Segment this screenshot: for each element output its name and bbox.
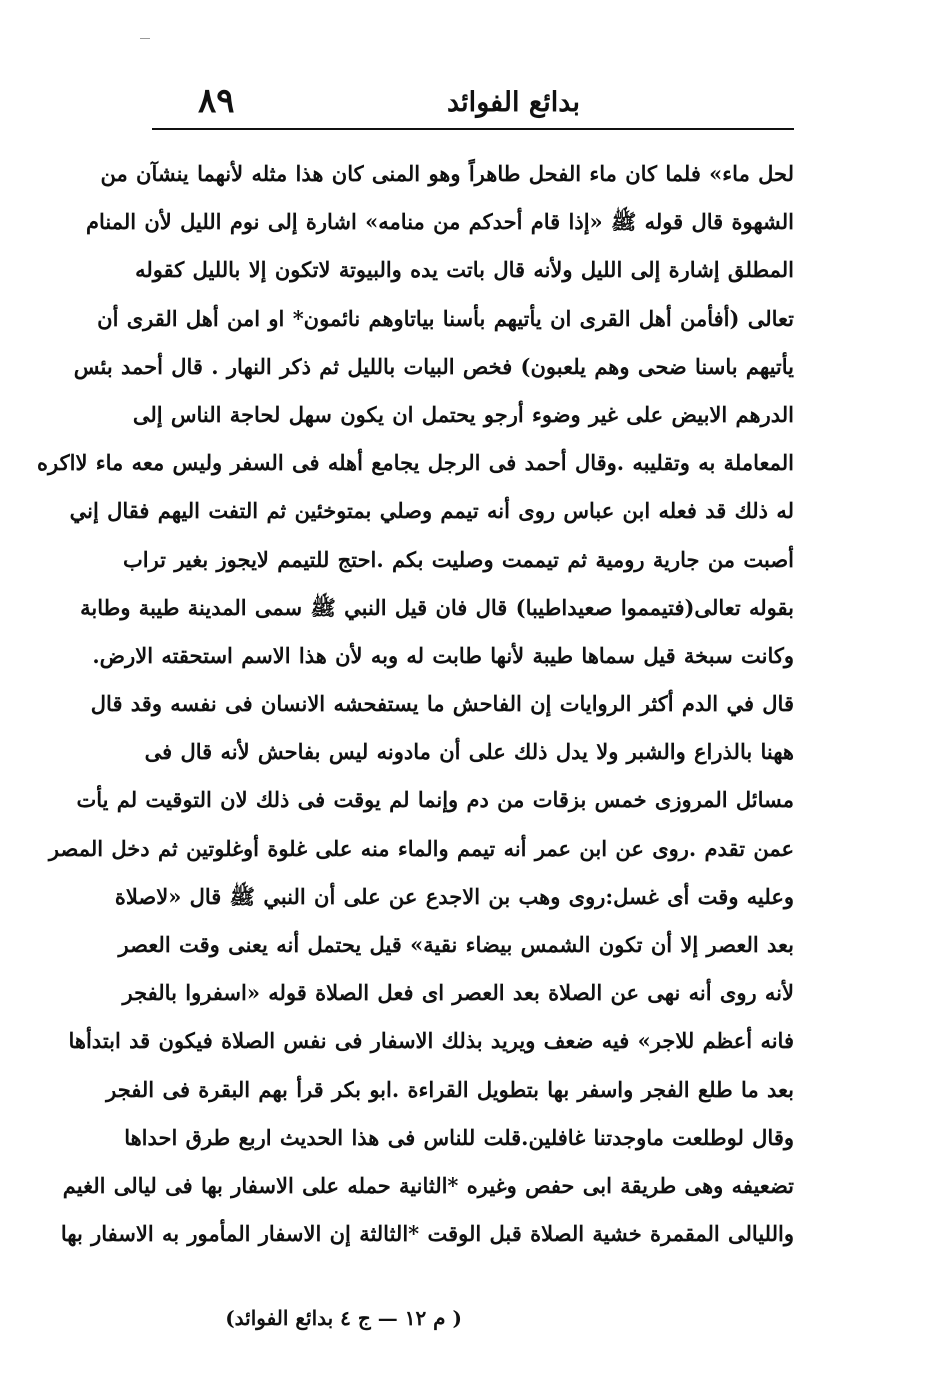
text-line: وقال لوطلعت ماوجدتنا غافلين.قلت للناس فى هذا الحديث اربع طرق احداها — [124, 1124, 794, 1150]
text-line: الدرهم الابيض على غير وضوء أرجو يحتمل ان يكون سهل لحاجة الناس إلى — [132, 401, 794, 427]
text-line: لأنه روى أنه نهى عن الصلاة بعد العصر اى فعل الصلاة قوله «اسفروا بالفجر — [122, 980, 794, 1006]
text-line: أصبت من جارية رومية ثم تيممت وصليت بكم .احتج للتيمم لايجوز بغير تراب — [122, 546, 794, 572]
text-line: بعد ما طلع الفجر واسفر بها بتطويل القراءة .ابو بكر قرأ بهم البقرة فى الفجر — [106, 1076, 794, 1102]
text-line: وعليه وقت أى غسل:روى وهب بن الاجدع عن على أن النبي ﷺ قال «لاصلاة — [114, 883, 794, 909]
text-line: تعالى (أفأمن أهل القرى ان يأتيهم بأسنا بياتاوهم نائمون* او امن أهل القرى أن — [97, 305, 794, 331]
text-line: لحل ماء» فلما كان ماء الفحل طاهراً وهو المنى كان هذا مثله لأنهما ينشآن من — [100, 161, 794, 186]
text-line: مسائل المروزى خمس بزقات من دم وإنما لم يوقت فى ذلك لان التوقيت لم يأت — [76, 787, 794, 813]
text-line: ههنا بالذراع والشبر ولا يدل ذلك على أن مادونه ليس بفاحش لأنه قال فى — [144, 739, 794, 765]
text-line: يأتيهم باسنا ضحى وهم يلعبون) فخص البيات بالليل ثم ذكر النهار . قال أحمد بئس — [73, 353, 794, 379]
text-line: المطلق إشارة إلى الليل ولأنه قال باتت يده والبيوتة لاتكون إلا بالليل كقوله — [135, 257, 794, 283]
text-line: بعد العصر إلا أن تكون الشمس بيضاء نقية» قيل يحتمل أنه يعنى وقت العصر — [118, 932, 794, 957]
text-line: بقوله تعالى(فتيمموا صعيداطيبا) قال فان قيل النبي ﷺ سمى المدينة طيبة وطابة — [80, 594, 794, 620]
text-line: وكانت سبخة قيل سماها طيبة لأنها طابت له وبه لأن هذا الاسم استحقته الارض. — [92, 642, 794, 668]
signature-mark: ( م ١٢ — ج ٤ بدائع الفوائد) — [225, 1306, 462, 1330]
scan-mark — [140, 38, 150, 39]
text-line: له ذلك قد فعله ابن عباس روى أنه تيمم وصلي بمتوخئين ثم التفت اليهم فقال إني — [69, 498, 794, 524]
body-text — [37, 150, 794, 1258]
page-header — [150, 80, 795, 126]
text-line: فانه أعظم للاجر» فيه ضعف ويريد بذلك الاسفار فى نفس الصلاة فيكون قد ابتدأها — [68, 1028, 794, 1054]
text-line: عمن تقدم .روى عن ابن عمر أنه تيمم والماء منه على غلوة أوغلوتين ثم دخل المصر — [48, 835, 794, 861]
text-line: قال في الدم أكثر الروايات إن الفاحش ما يستفحشه الانسان فى نفسه وقد قال — [90, 691, 794, 717]
text-line: تضعيفه وهى طريقة ابى حفص وغيره *الثانية حمله على الاسفار بها فى ليالى الغيم — [62, 1172, 794, 1198]
text-line: المعاملة به وتقليبه .وقال أحمد فى الرجل يجامع أهله فى السفر وليس معه ماء لااكره — [37, 450, 794, 476]
running-title: بدائع الفوائد — [447, 87, 580, 118]
text-line: الشهوة قال قوله ﷺ «إذا قام أحدكم من منامه» اشارة إلى نوم الليل لأن المنام — [85, 209, 794, 235]
header-rule — [152, 128, 794, 130]
page-number: ٨٩ — [198, 81, 235, 121]
text-line: والليالى المقمرة خشية الصلاة قبل الوقت *الثالثة إن الاسفار المأمور به الاسفار بها — [60, 1221, 794, 1247]
